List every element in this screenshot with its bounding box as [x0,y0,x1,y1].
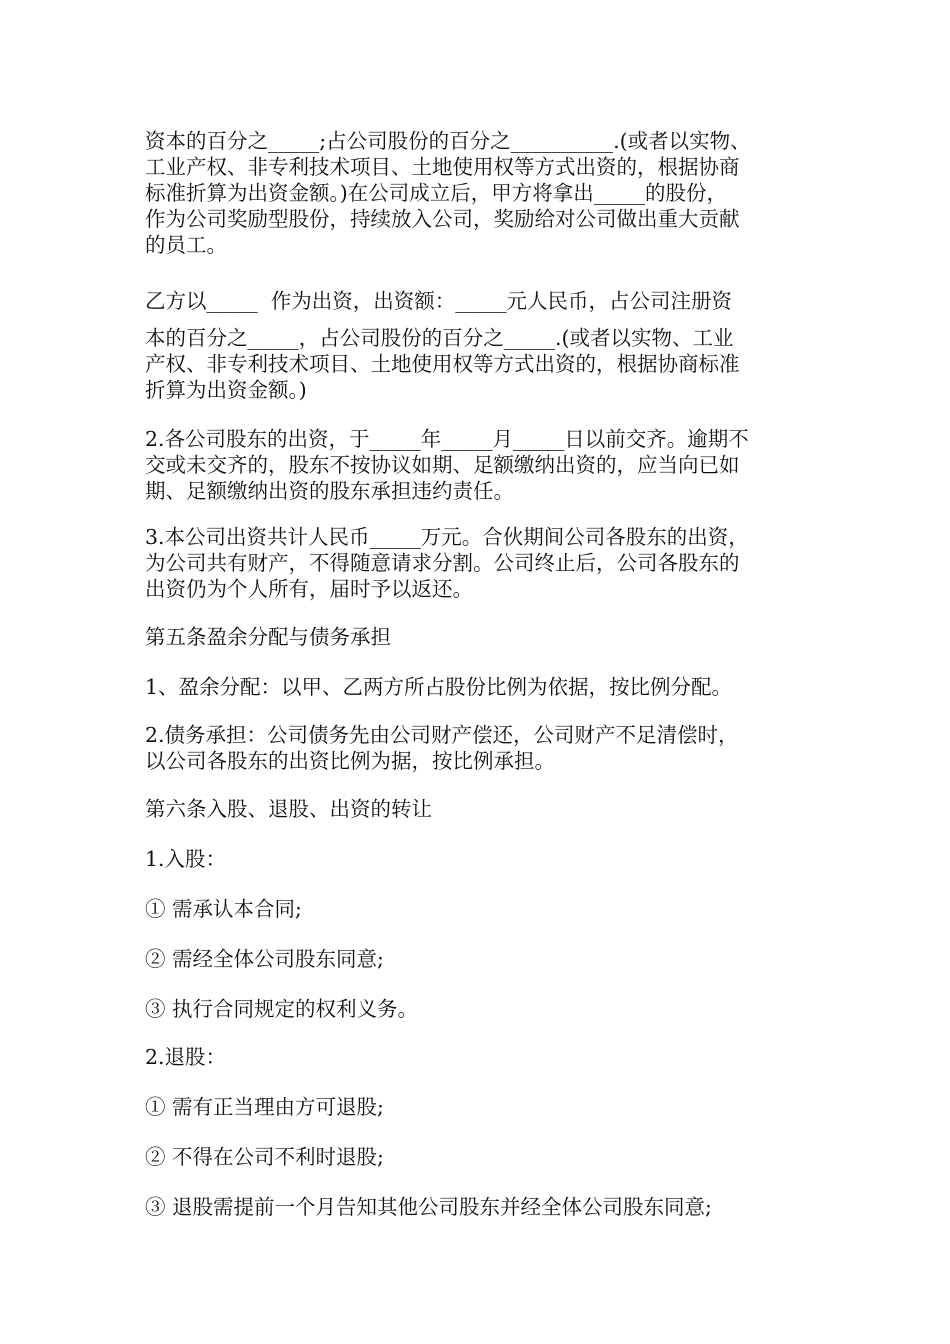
text-line: 为公司共有财产，不得随意请求分割。公司终止后，公司各股东的 [145,551,740,575]
text-line: 交或未交齐的，股东不按协议如期、足额缴纳出资的，应当向已如 [145,453,740,477]
text-line: 2.退股： [145,1045,227,1069]
text-line: 期、足额缴纳出资的股东承担违约责任。 [145,479,514,503]
text-line: 第五条盈余分配与债务承担 [145,625,391,649]
text-line: ② 需经全体公司股东同意; [145,947,384,971]
text-line: 产权、非专利技术项目、土地使用权等方式出资的，根据协商标准 [145,352,740,376]
text-line: ③ 执行合同规定的权利义务。 [145,997,419,1021]
paragraph-party-b-contribution [145,288,805,314]
text-line: 3.本公司出资共计人民币_____万元。合伙期间公司各股东的出资， [145,525,749,549]
text-line: 资本的百分之_____;占公司股份的百分之__________.(或者以实物、 [145,129,751,153]
text-line: 1、盈余分配：以甲、乙两方所占股份比例为依据，按比例分配。 [145,675,733,699]
subheading-joining [145,846,805,872]
paragraph-profit-distribution [145,674,805,700]
text-line: 的员工。 [145,233,227,257]
paragraph-total-contribution [145,524,805,602]
text-line: 1.入股： [145,847,227,871]
text-line: 作为公司奖励型股份，持续放入公司，奖励给对公司做出重大贡献 [145,207,740,231]
paragraph-party-b-share [145,325,805,403]
text-line: 乙方以_____ 作为出资，出资额：_____元人民币，占公司注册资 [145,289,733,313]
section-heading-article-5 [145,624,805,650]
text-line: 2.各公司股东的出资，于_____年_____月_____日以前交齐。逾期不 [145,427,749,451]
paragraph-contribution-deadline [145,426,805,504]
text-line: ① 需承认本合同; [145,897,302,921]
text-line: ② 不得在公司不利时退股; [145,1145,384,1169]
text-line: 工业产权、非专利技术项目、土地使用权等方式出资的，根据协商 [145,155,740,179]
text-line: 以公司各股东的出资比例为据，按比例承担。 [145,749,555,773]
text-line: 标准折算为出资金额。)在公司成立后，甲方将拿出_____的股份， [145,181,727,205]
list-item [145,946,805,972]
text-line: ① 需有正当理由方可退股; [145,1095,384,1119]
section-heading-article-6 [145,796,805,822]
list-item [145,1094,805,1120]
text-line: 折算为出资金额。) [145,378,307,402]
text-line: ③ 退股需提前一个月告知其他公司股东并经全体公司股东同意; [145,1195,712,1219]
text-line: 出资仍为个人所有，届时予以返还。 [145,577,473,601]
list-item [145,1144,805,1170]
list-item [145,996,805,1022]
text-line: 本的百分之_____，占公司股份的百分之_____.(或者以实物、工业 [145,326,734,350]
text-line: 2.债务承担：公司债务先由公司财产偿还，公司财产不足清偿时， [145,723,739,747]
subheading-withdrawal [145,1044,805,1070]
list-item [145,1194,805,1220]
text-line: 第六条入股、退股、出资的转让 [145,797,432,821]
paragraph-capital-share-clause [145,128,805,258]
paragraph-debt-bearing [145,722,805,774]
list-item [145,896,805,922]
